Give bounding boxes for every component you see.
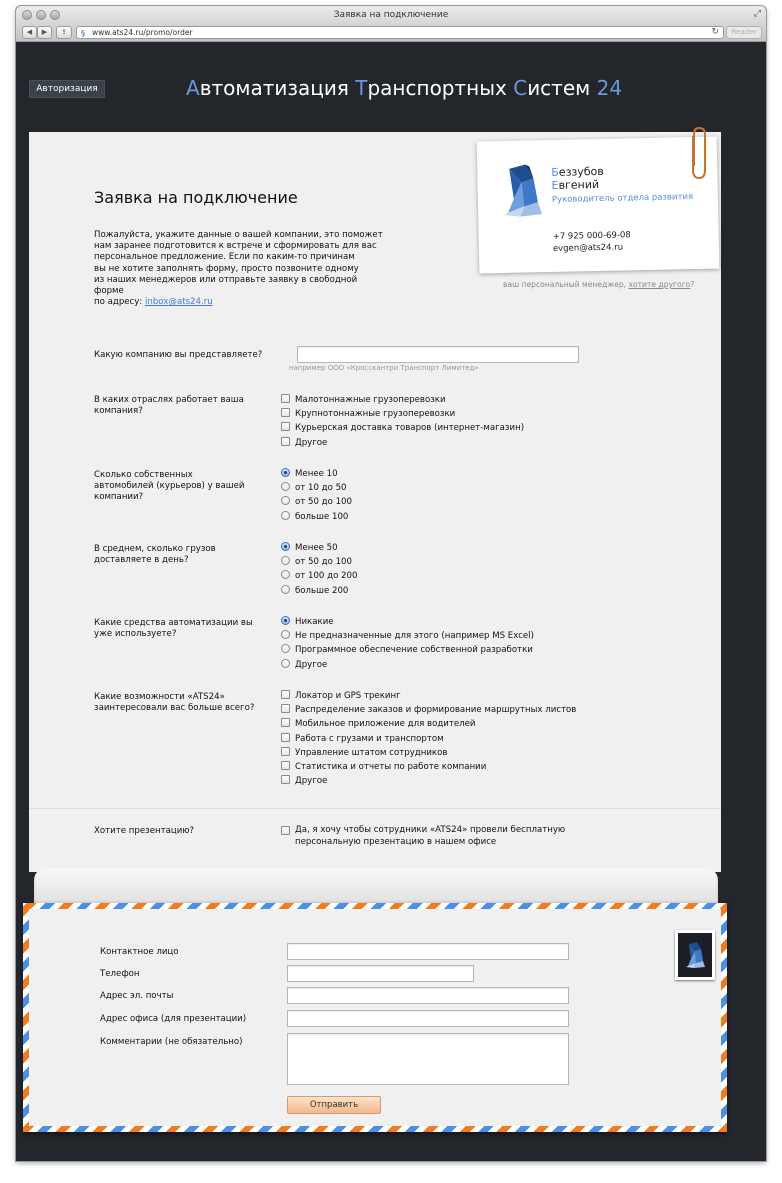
radio-button[interactable] [281, 468, 290, 477]
fullscreen-icon[interactable]: ⤢ [753, 9, 761, 19]
option-row[interactable] [281, 658, 534, 672]
office-address-label: Адрес офиса (для презентации) [100, 1014, 247, 1024]
stamp-logo-icon [684, 940, 706, 970]
checkbox[interactable] [281, 408, 290, 417]
checkbox[interactable] [281, 394, 290, 403]
option-label: Статистика и отчеты по работе компании [295, 761, 487, 772]
presentation-question: Хотите презентацию? [94, 826, 195, 836]
deliveries-question: В среднем, сколько грузов доставляете в день? [94, 544, 216, 565]
option-label: Работа с грузами и транспортом [295, 733, 444, 744]
share-button[interactable]: ⇪ [56, 26, 72, 39]
deliveries-options [281, 541, 357, 598]
checkbox[interactable] [281, 422, 290, 431]
radio-button[interactable] [281, 482, 290, 491]
manager-caption-text: ваш персональный менеджер, [503, 280, 629, 289]
contact-person-label: Контактное лицо [100, 947, 179, 957]
option-label: Другое [295, 659, 328, 670]
browser-toolbar [16, 24, 766, 42]
industries-options [281, 393, 524, 450]
option-label: Не предназначенные для этого (например MS Excel) [295, 631, 534, 642]
checkbox[interactable] [281, 704, 290, 713]
email-label: Адрес эл. почты [100, 991, 174, 1001]
checkbox[interactable] [281, 733, 290, 742]
presentation-option-label: Да, я хочу чтобы сотрудники «ATS24» провели бесплатную персональную презентацию в нашем офисе [295, 825, 566, 847]
intro-line: персональное предложение. Если по каким-то причинам [94, 252, 355, 263]
envelope-flap [34, 868, 718, 908]
option-row[interactable] [281, 495, 352, 509]
back-button[interactable]: ◀ [22, 26, 37, 39]
radio-button[interactable] [281, 659, 290, 668]
radio-button[interactable] [281, 511, 290, 520]
paperclip-icon [686, 126, 712, 182]
manager-email: evgen@ats24.ru [552, 242, 624, 254]
site-title-part: втоматизация [199, 76, 356, 100]
origami-penguin-logo-icon [499, 162, 544, 219]
option-label: Менее 50 [295, 543, 338, 553]
option-row[interactable] [281, 407, 524, 421]
option-row[interactable] [281, 732, 576, 746]
comment-label: Комментарии (не обязательно) [100, 1037, 243, 1047]
vehicles-question: Сколько собственных автомобилей (курьеров) у вашей компании? [94, 470, 245, 502]
site-title-part: С [513, 76, 528, 100]
company-input[interactable] [297, 346, 579, 363]
page-title: Заявка на подключение [94, 188, 298, 207]
option-row[interactable] [281, 774, 576, 788]
radio-button[interactable] [281, 570, 290, 579]
address-bar-url: www.ats24.ru/promo/order [92, 28, 193, 37]
option-label: от 50 до 100 [295, 497, 352, 508]
option-row[interactable] [281, 746, 576, 760]
option-row[interactable] [281, 615, 534, 629]
option-row[interactable] [281, 510, 352, 524]
zoom-window-button[interactable] [50, 10, 60, 20]
intro-line: по адресу: [94, 297, 145, 308]
option-row[interactable] [281, 584, 357, 598]
checkbox[interactable] [281, 690, 290, 699]
postage-stamp [675, 930, 715, 980]
manager-role: Руководитель отдела развития [551, 192, 694, 205]
option-label: Другое [295, 776, 328, 787]
option-row[interactable] [281, 555, 357, 569]
option-row[interactable] [281, 703, 576, 717]
intro-line: Пожалуйста, укажите данные о вашей компании, это поможет [94, 230, 383, 240]
radio-button[interactable] [281, 644, 290, 653]
option-row[interactable] [281, 436, 524, 450]
manager-caption [503, 280, 694, 289]
reader-button[interactable]: Reader [726, 26, 762, 39]
manager-surname-initial: Б [551, 165, 559, 179]
option-label: Локатор и GPS трекинг [295, 691, 401, 701]
automation-options [281, 615, 534, 672]
radio-button[interactable] [281, 585, 290, 594]
option-label: Распределение заказов и формирование маршрутных листов [295, 705, 577, 716]
intro-line: вы не хотите заполнять форму, просто позвоните одному [94, 263, 359, 274]
manager-caption-suffix: ? [690, 280, 695, 289]
checkbox[interactable] [281, 761, 290, 770]
site-title-part: А [186, 76, 200, 100]
features-options [281, 689, 576, 788]
site-title-part: истем [527, 76, 597, 100]
company-hint: например ООО «Кросскантри Транспорт Лимитед» [289, 364, 479, 372]
option-row[interactable] [281, 760, 576, 774]
phone-input[interactable] [287, 965, 474, 982]
site-title [186, 76, 622, 100]
window-titlebar [16, 6, 766, 24]
option-row[interactable] [281, 689, 576, 703]
office-address-input[interactable] [287, 1010, 569, 1027]
change-manager-link[interactable]: хотите другого [628, 280, 691, 289]
address-bar[interactable] [76, 26, 724, 39]
option-row[interactable] [281, 541, 357, 555]
site-favicon-icon: § [81, 29, 85, 38]
vehicles-options [281, 467, 352, 524]
manager-surname: еззубов [558, 164, 604, 179]
reload-icon[interactable]: ↻ [711, 27, 719, 37]
minimize-window-button[interactable] [36, 10, 46, 20]
phone-label: Телефон [100, 969, 140, 979]
option-label: от 100 до 200 [295, 571, 358, 582]
site-title-part: Т [355, 76, 368, 100]
radio-button[interactable] [281, 616, 290, 625]
option-row[interactable] [281, 643, 534, 657]
contact-form [29, 909, 721, 1126]
intro-text [94, 230, 384, 308]
company-question: Какую компанию вы представляете? [94, 350, 263, 360]
close-window-button[interactable] [22, 10, 32, 20]
option-label: Другое [295, 437, 328, 448]
email-input[interactable] [287, 987, 569, 1004]
option-row[interactable] [281, 569, 357, 583]
forward-button[interactable]: ▶ [37, 26, 52, 39]
option-label: Малотоннажные грузоперевозки [295, 395, 446, 405]
option-label: Курьерская доставка товаров (интернет-магазин) [295, 423, 525, 434]
contact-person-input[interactable] [287, 943, 569, 960]
site-title-part: ранспортных [367, 76, 514, 100]
automation-question: Какие средства автоматизации вы уже используете? [94, 618, 253, 639]
submit-button[interactable]: Отправить [287, 1096, 381, 1114]
option-label: Мобильное приложение для водителей [295, 719, 476, 730]
manager-name [551, 165, 604, 192]
radio-button[interactable] [281, 496, 290, 505]
manager-phone: +7 925 000-69-08 [552, 230, 631, 242]
manager-business-card [477, 137, 720, 274]
checkbox[interactable] [281, 775, 290, 784]
option-row[interactable] [281, 717, 576, 731]
option-label: от 10 до 50 [295, 483, 347, 494]
radio-button[interactable] [281, 630, 290, 639]
option-label: Никакие [295, 617, 334, 627]
option-row[interactable] [281, 421, 524, 435]
checkbox[interactable] [281, 747, 290, 756]
section-divider [29, 808, 721, 809]
inbox-email-link[interactable]: inbox@ats24.ru [145, 297, 213, 308]
radio-button[interactable] [281, 556, 290, 565]
option-label: больше 200 [295, 585, 349, 596]
site-title-part: 24 [596, 76, 623, 100]
contact-envelope [23, 903, 727, 1132]
presentation-checkbox[interactable] [281, 826, 290, 835]
option-row[interactable] [281, 629, 534, 643]
intro-line: из наших менеджеров или отправьте заявку в свободной форме [94, 274, 358, 297]
checkbox[interactable] [281, 437, 290, 446]
option-label: Управление штатом сотрудников [295, 747, 448, 758]
presentation-option[interactable] [281, 825, 571, 848]
option-row[interactable] [281, 481, 352, 495]
option-label: больше 100 [295, 511, 349, 522]
manager-firstname: вгений [558, 177, 600, 192]
auth-button[interactable]: Авторизация [29, 80, 105, 98]
industries-question: В каких отраслях работает ваша компания? [94, 395, 244, 416]
intro-line: нам заранее подготовится к встрече и сформировать для вас [94, 241, 377, 252]
radio-button[interactable] [281, 542, 290, 551]
option-label: Крупнотоннажные грузоперевозки [295, 409, 456, 420]
features-question: Какие возможности «ATS24» заинтересовали вас больше всего? [94, 692, 255, 713]
option-row[interactable] [281, 467, 352, 481]
option-label: Менее 10 [295, 469, 338, 479]
manager-firstname-initial: Е [551, 178, 559, 192]
option-label: от 50 до 100 [295, 557, 352, 568]
option-row[interactable] [281, 393, 524, 407]
option-label: Программное обеспечение собственной разработки [295, 645, 533, 656]
comment-textarea[interactable] [287, 1033, 569, 1085]
window-title: Заявка на подключение [333, 10, 449, 20]
checkbox[interactable] [281, 718, 290, 727]
